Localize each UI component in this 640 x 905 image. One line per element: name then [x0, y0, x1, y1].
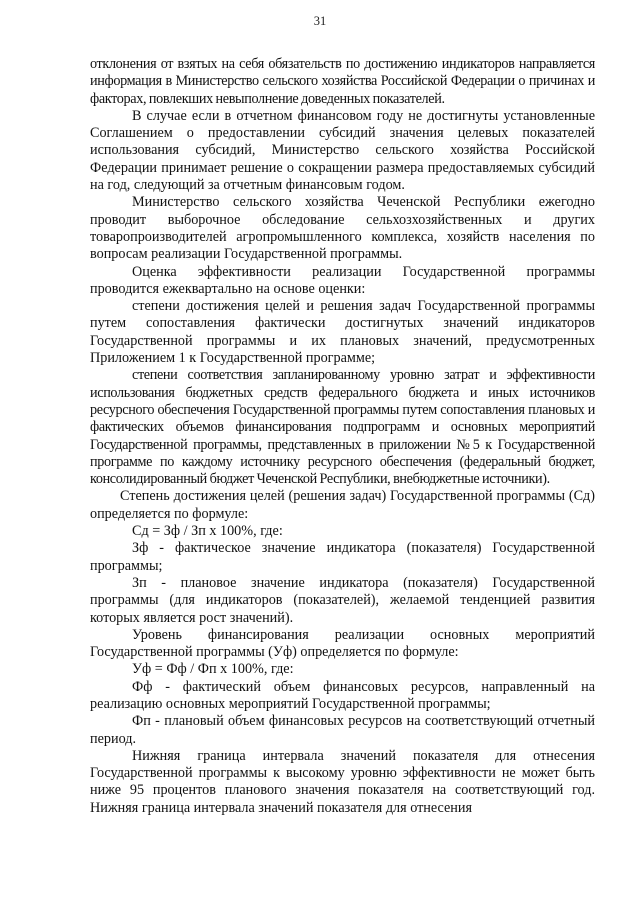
paragraph-uf-definition: Уровень финансирования реализации основных мероприятий Государственной программы (Уф) определяется по формуле: — [90, 626, 595, 661]
paragraph-subsidy-reduction: В случае если в отчетном финансовом году не достигнуты установленные Соглашением о предоставлении субсидий значения целевых показателей использования субсидий, Министерство сельского хозяйства Российской Федерации принимает решение о сокращении размера предоставляемых субсидий на год, следующий за отчетным финансовым годом. — [90, 107, 595, 194]
paragraph-survey: Министерство сельского хозяйства Чеченской Республики ежегодно проводит выборочное обследование сельхозхозяйственных и других товаропроизводителей агропромышленного комплекса, хозяйств населения по вопросам реализации Государственной программы. — [90, 194, 595, 263]
paragraph-zp-definition: Зп - плановое значение индикатора (показателя) Государственной программы (для индикаторов (показателей), желаемой тенденцией развития которых является рост значений). — [90, 574, 595, 626]
paragraph-sd-definition: Степень достижения целей (решения задач) Государственной программы (Сд) определяется по формуле: — [90, 488, 595, 522]
paragraph-zf-definition: Зф - фактическое значение индикатора (показателя) Государственной программы; — [90, 540, 595, 574]
paragraph-evaluation-intro: Оценка эффективности реализации Государственной программы проводится ежеквартально на основе оценки: — [90, 263, 595, 297]
page-number: 31 — [313, 14, 327, 28]
formula-uf: Уф = Фф / Фп х 100%, где: — [132, 661, 294, 678]
document-body — [90, 56, 595, 817]
paragraph-cost-compliance: степени соответствия запланированному уровню затрат и эффективности использования бюджетных средств федерального бюджета и иных источников ресурсного обеспечения Государственной программы путем сопоставления плановых и фактических объемов финансирования подпрограмм и основных мероприятий Государственной программы, представленных в приложении №5 к Государственной программе по каждому источнику ресурсного обеспечения (федеральный бюджет, консолидированный бюджет Чеченской Республики, внебюджетные источники). — [90, 367, 595, 488]
paragraph-goals-degree: степени достижения целей и решения задач Государственной программы путем сопоставления фактически достигнутых значений индикаторов Государственной программы и их плановых значений, предусмотренных Приложением 1 к Государственной программе; — [90, 298, 595, 367]
paragraph-ff-definition: Фф - фактический объем финансовых ресурсов, направленный на реализацию основных мероприятий Государственной программы; — [90, 678, 595, 712]
formula-sd: Сд = Зф / Зп х 100%, где: — [132, 523, 283, 540]
paragraph-continuation: отклонения от взятых на себя обязательств по достижению индикаторов направляется информация в Министерство сельского хозяйства Российской Федерации о причинах и факторах, повлекших невыполнение доведенных показателей. — [90, 56, 595, 107]
paragraph-lower-bound: Нижняя граница интервала значений показателя для отнесения Государственной программы к высокому уровню эффективности не может быть ниже 95 процентов планового значения показателя на соответствующий год. Нижняя граница интервала значений показателя для отнесения — [90, 747, 595, 816]
paragraph-fp-definition: Фп - плановый объем финансовых ресурсов на соответствующий отчетный период. — [90, 713, 595, 747]
